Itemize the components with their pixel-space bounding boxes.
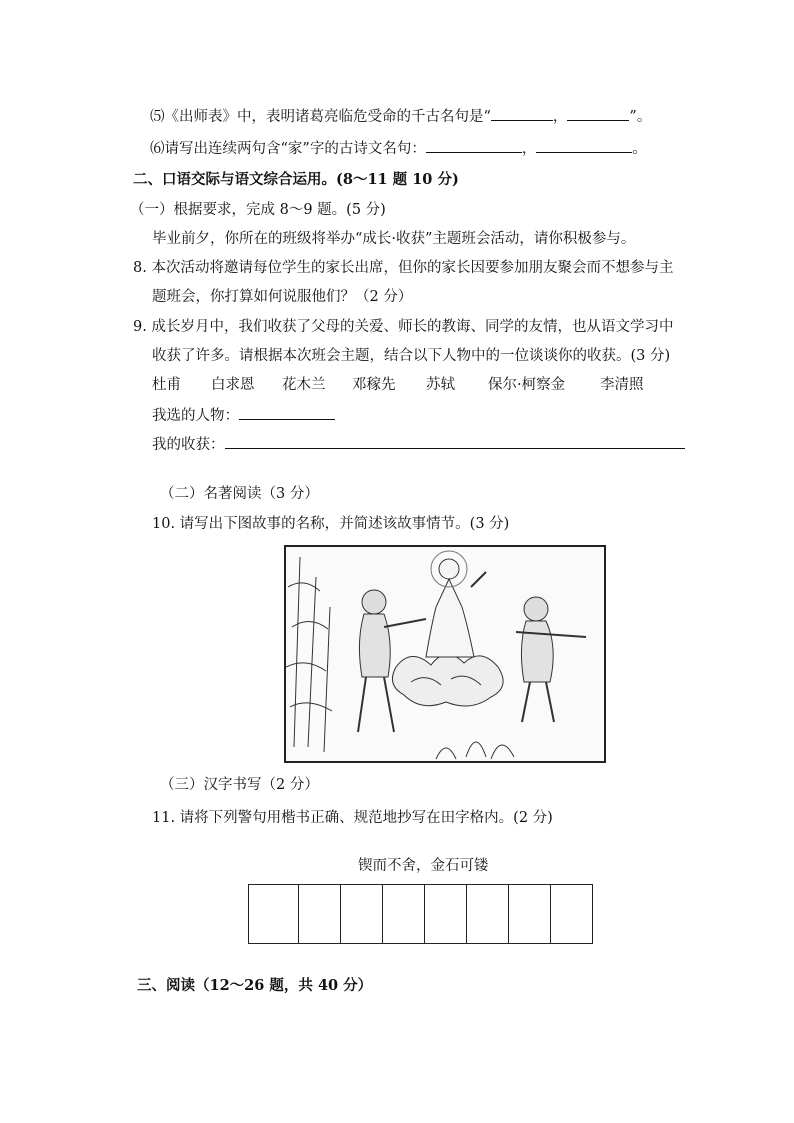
left-figure-body (359, 614, 390, 677)
cloud-seat (392, 654, 503, 706)
q6-text: ⑹请写出连续两句含“家”字的古诗文名句： (150, 141, 426, 157)
left-figure-legs (358, 677, 394, 732)
story-illustration-art (286, 547, 604, 761)
q9-line-2: 收获了许多。请根据本次班会主题，结合以下人物中的一位谈谈你的收获。(3 分) (152, 348, 671, 364)
tianzige-cell[interactable] (424, 884, 467, 944)
part2-title: （二）名著阅读（3 分） (160, 486, 319, 502)
ground-plants (436, 742, 514, 759)
tianzige-grid (248, 884, 593, 944)
part1-title: （一）根据要求，完成 8～9 题。(5 分) (130, 202, 386, 218)
q5-line (150, 106, 651, 127)
person-item: 保尔·柯察金 (488, 377, 566, 393)
right-figure-head (524, 597, 548, 621)
deity-head (439, 559, 459, 579)
tianzige-cell[interactable] (550, 884, 593, 944)
q11-text: 11. 请将下列警句用楷书正确、规范地抄写在田字格内。(2 分) (152, 810, 553, 826)
q5-separator: ， (552, 109, 568, 125)
bamboo-leaves (286, 583, 332, 711)
q5-text: ⑸《出师表》中，表明诸葛亮临危受命的千古名句是“ (150, 109, 491, 125)
gain-input[interactable] (225, 434, 685, 449)
tianzige-cell[interactable] (382, 884, 425, 944)
person-item: 杜甫 (152, 377, 181, 393)
q6-separator: ， (521, 141, 537, 157)
left-figure-head (362, 590, 386, 614)
q9-line-1: 9. 成长岁月中，我们收获了父母的关爱、师长的教诲、同学的友情，也从语文学习中 (133, 319, 674, 335)
q8-line-1: 8. 本次活动将邀请每位学生的家长出席，但你的家长因要参加朋友聚会而不想参与主 (133, 260, 674, 276)
tianzige-cell[interactable] (466, 884, 509, 944)
tianzige-cell[interactable] (508, 884, 551, 944)
q5-end: ”。 (629, 109, 652, 125)
tianzige-cell[interactable] (298, 884, 341, 944)
left-figure-arm (384, 619, 426, 627)
q6-blank-2[interactable] (536, 138, 632, 153)
person-item: 李清照 (600, 377, 644, 393)
person-field-row (152, 405, 335, 426)
section2-title: 二、口语交际与语文综合运用。(8～11 题 10 分) (133, 171, 459, 188)
deity-staff (471, 572, 486, 587)
gain-label: 我的收获： (152, 437, 225, 453)
person-item: 花木兰 (282, 377, 326, 393)
q11-motto: 锲而不舍，金石可镂 (358, 858, 489, 874)
person-item: 邓稼先 (352, 377, 396, 393)
person-item: 苏轼 (426, 377, 455, 393)
q6-line (150, 138, 647, 159)
q10-text: 10. 请写出下图故事的名称，并简述该故事情节。(3 分) (152, 516, 510, 532)
bamboo-stalks (294, 557, 330, 752)
person-input[interactable] (239, 405, 335, 420)
q6-blank-1[interactable] (426, 138, 522, 153)
part3-title: （三）汉字书写（2 分） (160, 777, 319, 793)
tianzige-cell[interactable] (340, 884, 383, 944)
deity-robe (426, 579, 474, 657)
q6-end: 。 (632, 141, 647, 157)
q8-line-2: 题班会，你打算如何说服他们？（2 分） (152, 289, 413, 305)
gain-field-row (152, 434, 685, 455)
person-label: 我选的人物： (152, 408, 239, 424)
q5-blank-2[interactable] (567, 106, 629, 121)
story-illustration (284, 545, 606, 763)
section3-title: 三、阅读（12～26 题，共 40 分） (137, 977, 373, 994)
q5-blank-1[interactable] (491, 106, 553, 121)
part1-intro: 毕业前夕，你所在的班级将举办“成长·收获”主题班会活动，请你积极参与。 (152, 231, 636, 247)
tianzige-cell[interactable] (248, 884, 299, 944)
person-item: 白求恩 (211, 377, 255, 393)
right-figure-body (521, 621, 553, 682)
right-figure-legs (522, 682, 554, 722)
